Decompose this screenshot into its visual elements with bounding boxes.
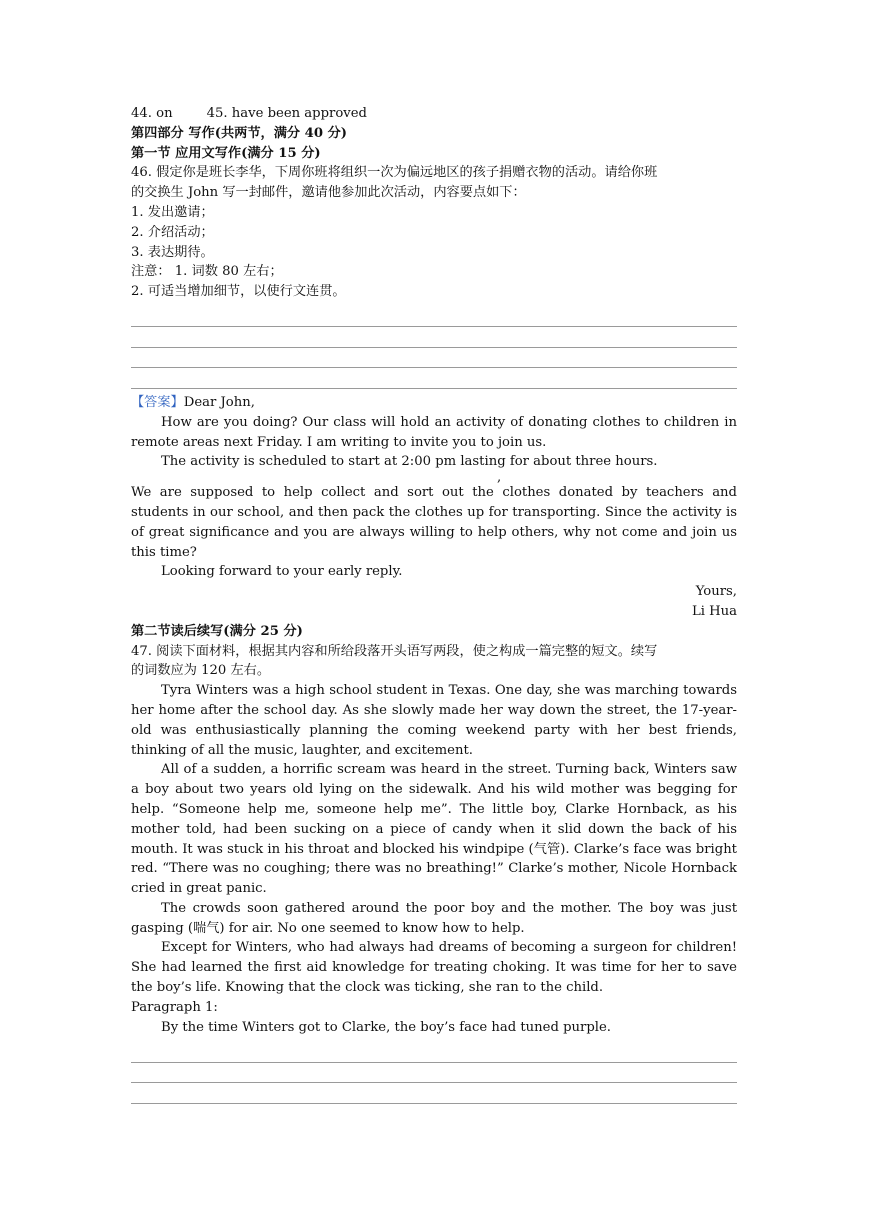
section1-title: 第一节 应用文写作(满分 15 分) — [131, 145, 321, 161]
story-paragraph-1: Tyra Winters was a high school student in Texas. One day, she was marching towards her home after the school day. As she slowly made her way down the street, the 17-year-old was enthusiastically planning the coming weekend party with her best friends, thinking of all the music, laughter, and excitement. — [131, 683, 737, 758]
q47-prompt-line-2: 的词数应为 120 左右。 — [131, 663, 271, 679]
answer-45: 45. have been approved — [206, 106, 367, 121]
q46-point-1: 1. 发出邀请； — [131, 204, 214, 220]
q46-prompt-line-2: 的交换生 John 写一封邮件，邀请他参加此次活动，内容要点如下： — [131, 185, 526, 201]
section4-title: 第四部分 写作(共两节，满分 40 分) — [131, 125, 348, 141]
continuation-blank-lines — [131, 1042, 737, 1104]
answer-greeting: Dear John, — [183, 394, 255, 410]
blank-line — [131, 307, 737, 328]
q46-point-2: 2. 介绍活动； — [131, 224, 214, 240]
document-page — [131, 104, 737, 1108]
answer-greeting-line — [131, 393, 737, 413]
story-paragraph-2: All of a sudden, a horrific scream was heard in the street. Turning back, Winters saw a boy about two years old lying on the sidewalk. And his wild mother was begging for help. “Someone help me, someone help me”. The little boy, Clarke Hornback, as his mother told, had been sucking on a piece of candy when it slid down the back of his mouth. It was stuck in his throat and blocked his windpipe (气管). Clarke’s face was bright red. “There was no coughing; there was no breathing!” Clarke’s mother, Nicole Hornback cried in great panic. — [131, 762, 737, 897]
blank-line — [131, 1042, 737, 1063]
blank-line — [131, 1063, 737, 1084]
story-paragraph-4: Except for Winters, who had always had dreams of becoming a surgeon for children! She had learned the first aid knowledge for treating choking. It was time for her to save the boy’s life. Knowing that the clock was ticking, she ran to the child. — [131, 940, 737, 996]
continuation-opening: By the time Winters got to Clarke, the boy’s face had tuned purple. — [161, 1019, 612, 1035]
answer-44: 44. on — [131, 106, 173, 121]
paragraph-label: Paragraph 1: — [131, 999, 218, 1015]
q46-prompt-line-1: 46. 假定你是班长李华，下周你班将组织一次为偏远地区的孩子捐赠衣物的活动。请给你班 — [131, 165, 658, 181]
answer-signature: Li Hua — [691, 603, 737, 619]
blank-line — [131, 327, 737, 348]
blank-line — [131, 1083, 737, 1104]
q46-point-3: 3. 表达期待。 — [131, 244, 214, 260]
q46-note-1: 注意： 1. 词数 80 左右； — [131, 264, 283, 280]
answer-blank-lines — [131, 307, 737, 389]
answer-paragraph-3: Looking forward to your early reply. — [161, 564, 403, 580]
answer-tag: 【答案】 — [131, 394, 184, 410]
answer-paragraph-1: How are you doing? Our class will hold an activity of donating clothes to children in remote areas next Friday. I am writing to invite you to join us. — [131, 414, 737, 450]
blank-line — [131, 348, 737, 369]
top-answers — [131, 104, 737, 124]
q47-prompt-line-1: 47. 阅读下面材料，根据其内容和所给段落开头语写两段，使之构成一篇完整的短文。续写 — [131, 643, 658, 659]
stray-comma: , — [497, 470, 502, 486]
answer-paragraph-2-first-line: The activity is scheduled to start at 2:00 pm lasting for about three hours. — [161, 454, 658, 470]
answer-paragraph-2-rest: We are supposed to help collect and sort out the clothes donated by teachers and students in our school, and then pack the clothes up for transporting. Since the activity is of great significance and you are always willing to help others, why not come and join us this time? — [131, 485, 737, 560]
q46-note-2: 2. 可适当增加细节，以使行文连贯。 — [131, 284, 346, 300]
answer-closing: Yours, — [695, 584, 737, 600]
blank-line — [131, 368, 737, 389]
story-paragraph-3: The crowds soon gathered around the poor boy and the mother. The boy was just gasping (喘气) for air. No one seemed to know how to help. — [131, 900, 737, 936]
section2-title: 第二节读后续写(满分 25 分) — [131, 623, 303, 639]
